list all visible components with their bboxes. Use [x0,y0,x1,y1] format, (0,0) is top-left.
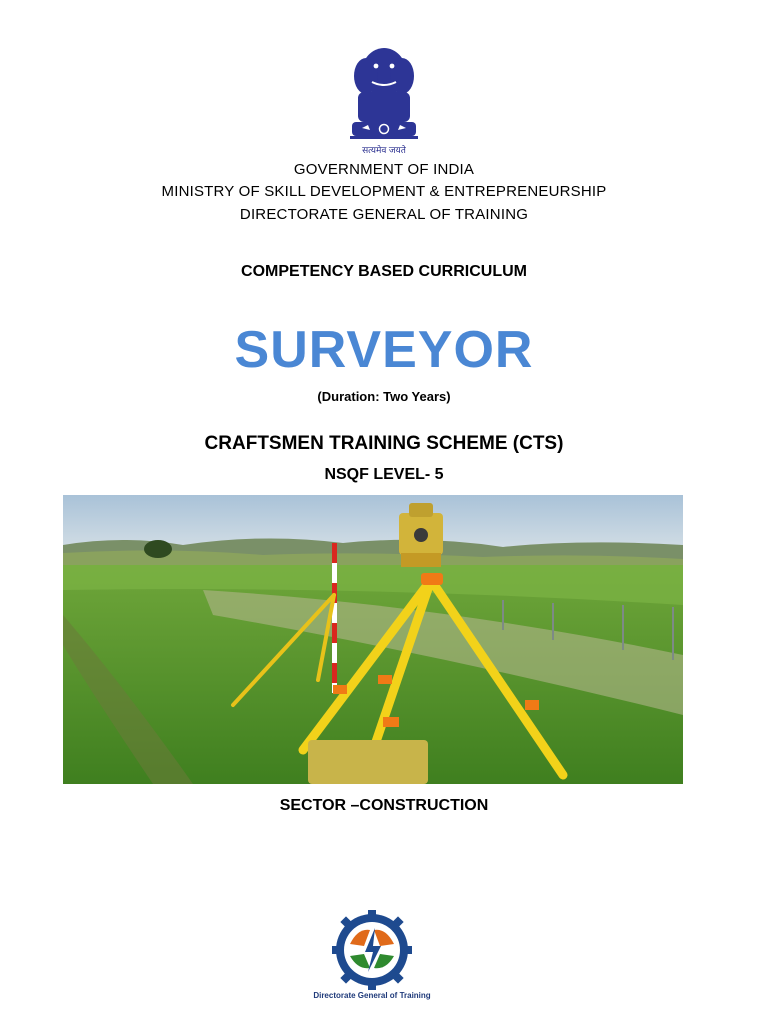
directorate-line: DIRECTORATE GENERAL OF TRAINING [239,206,529,223]
total-station-tripod-photo [63,495,683,784]
dgt-logo-icon [330,910,414,990]
trade-title: SURVEYOR [234,321,534,379]
ministry-line: MINISTRY OF SKILL DEVELOPMENT & ENTREPRENEURSHIP [161,183,607,200]
dgt-logo-caption: Directorate General of Training [313,991,431,1000]
nsqf-level: NSQF LEVEL- 5 [324,466,444,483]
emblem-motto: सत्यमेव जयते [362,145,406,155]
duration-text: (Duration: Two Years) [317,389,451,404]
scheme-title: CRAFTSMEN TRAINING SCHEME (CTS) [204,433,564,454]
national-emblem-icon [336,42,432,158]
sector-label: SECTOR –CONSTRUCTION [279,797,489,814]
government-line: GOVERNMENT OF INDIA [293,161,475,178]
curriculum-label: COMPETENCY BASED CURRICULUM [241,263,527,280]
